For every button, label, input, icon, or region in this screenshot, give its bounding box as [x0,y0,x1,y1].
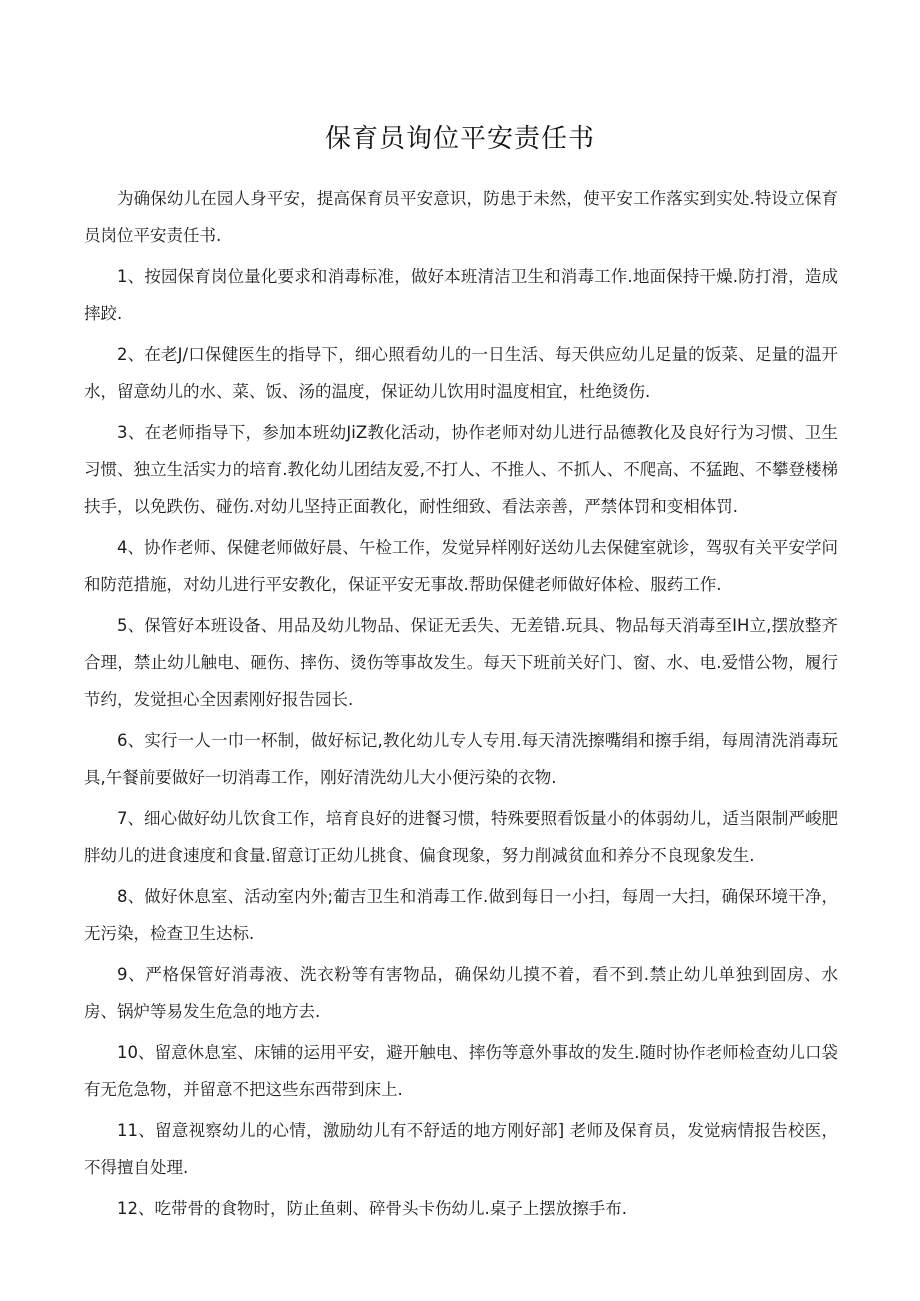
intro-paragraph: 为确保幼儿在园人身平安，提高保育员平安意识，防患于未然，使平安工作落实到实处.特设立保育员岗位平安责任书. [84,189,838,245]
item-paragraph: 9、严格保管好消毒液、洗衣粉等有害物品，确保幼儿摸不着，看不到.禁止幼儿单独到固房、水房、锅炉等易发生危急的地方去. [84,965,838,1021]
document-body [84,180,838,1231]
item-paragraph: 10、留意休息室、床铺的运用平安，避开触电、摔伤等意外事故的发生.随时协作老师检查幼儿口袋有无危急物，并留意不把这些东西带到床上. [84,1043,838,1099]
item-paragraph: 11、留意视察幼儿的心情，激励幼儿有不舒适的地方刚好部] 老师及保育员，发觉病情报告校医，不得擅自处理. [84,1121,838,1177]
item-paragraph: 12、吃带骨的食物时，防止鱼刺、碎骨头卡伤幼儿.桌子上摆放擦手布. [117,1199,627,1218]
item-paragraph: 5、保管好本班设备、用品及幼儿物品、保证无丢失、无差错.玩具、物品每天消毒至IH立,摆放整齐合理，禁止幼儿触电、砸伤、摔伤、烫伤等事故发生。每天下班前关好门、窗、水、电.爱惜公物，履行节约，发觉担心全因素刚好报告园长. [84,616,838,709]
item-paragraph: 6、实行一人一巾一杯制，做好标记,教化幼儿专人专用.每天清洗擦嘴绢和擦手绢，每周清洗消毒玩具,午餐前要做好一切消毒工作，刚好清洗幼儿大小便污染的衣物. [84,731,838,787]
item-paragraph: 3、在老师指导下，参加本班幼JiZ教化活动，协作老师对幼儿进行品德教化及良好行为习惯、卫生习惯、独立生活实力的培育.教化幼儿团结友爱,不打人、不推人、不抓人、不爬高、不猛跑、不攀登楼梯扶手，以免跌伤、碰伤.对幼儿坚持正面教化，耐性细致、看法亲善，严禁体罚和变相体罚. [84,423,838,516]
document-title: 保育员询位平安责任书 [324,124,595,154]
item-paragraph: 7、细心做好幼儿饮食工作，培育良好的进餐习惯，特殊要照看饭量小的体弱幼儿，适当限制严峻肥胖幼儿的进食速度和食量.留意订正幼儿挑食、偏食现象，努力削减贫血和养分不良现象发生. [84,809,838,865]
item-paragraph: 8、做好休息室、活动室内外;葡吉卫生和消毒工作.做到每日一小扫，每周一大扫，确保环境干净，无污染，检查卫生达标. [84,887,838,943]
item-paragraph: 4、协作老师、保健老师做好晨、午检工作，发觉异样刚好送幼儿去保健室就诊，驾驭有关平安学问和防范措施，对幼儿进行平安教化，保证平安无事故.帮助保健老师做好体检、服药工作. [84,538,838,594]
item-paragraph: 2、在老J/口保健医生的指导下，细心照看幼儿的一日生活、每天供应幼儿足量的饭菜、足量的温开水，留意幼儿的水、菜、饭、汤的温度，保证幼儿饮用时温度相宜，杜绝烫伤. [84,345,838,401]
item-paragraph: 1、按园保育岗位量化要求和消毒标准，做好本班清洁卫生和消毒工作.地面保持干燥.防打滑，造成摔跤. [84,267,838,323]
